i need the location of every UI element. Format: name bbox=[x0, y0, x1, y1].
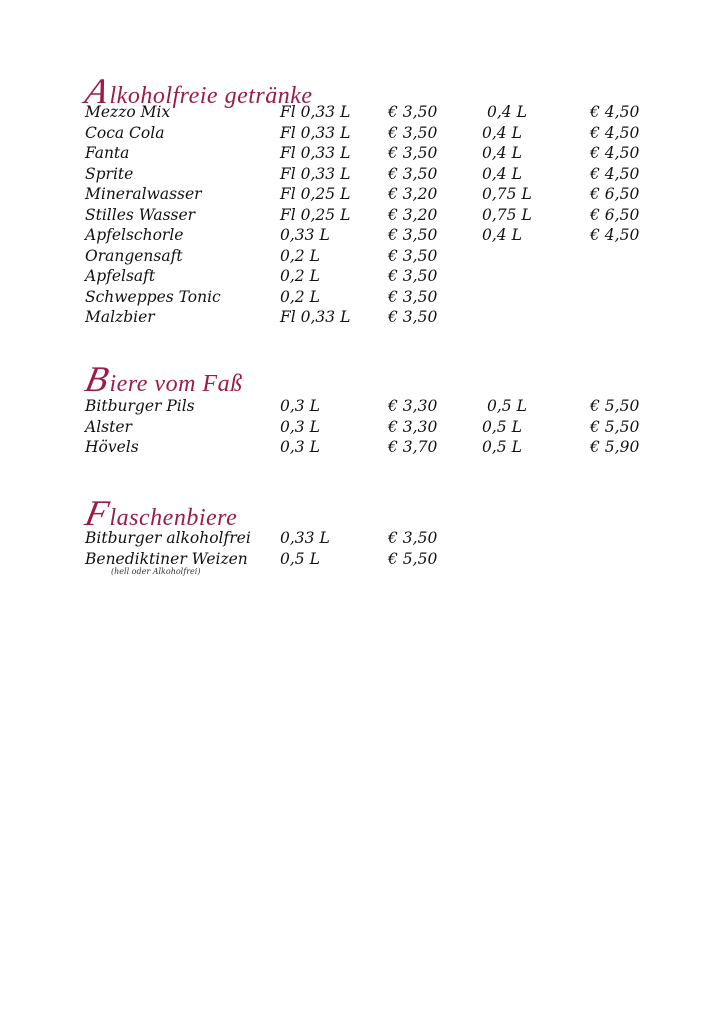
item-name: Mineralwasser bbox=[85, 185, 202, 203]
item-name: Mezzo Mix bbox=[85, 103, 171, 121]
menu-row bbox=[85, 225, 655, 246]
heading-rest: lkoholfreie getränke bbox=[109, 82, 313, 109]
item-volume-small: 0,2 L bbox=[280, 246, 320, 265]
item-volume-large: 0,5 L bbox=[487, 397, 527, 415]
menu-row bbox=[85, 143, 655, 164]
item-price-small: € 3,50 bbox=[388, 164, 438, 183]
item-price-small: € 3,50 bbox=[388, 226, 438, 244]
item-name: Apfelschorle bbox=[85, 226, 184, 244]
menu-row bbox=[85, 205, 655, 226]
item-name: Coca Cola bbox=[85, 123, 165, 142]
menu-row bbox=[85, 307, 655, 328]
item-volume-large: 0,4 L bbox=[482, 144, 522, 162]
item-price-small: € 3,20 bbox=[388, 185, 438, 203]
menu-table-alkoholfrei bbox=[85, 102, 655, 328]
item-price-small: € 3,50 bbox=[388, 308, 438, 326]
item-price-large: € 6,50 bbox=[590, 185, 640, 203]
item-volume-small: Fl 0,33 L bbox=[280, 308, 351, 326]
item-name: Orangensaft bbox=[85, 246, 183, 265]
item-price-large: € 5,50 bbox=[590, 397, 640, 415]
item-name: Stilles Wasser bbox=[85, 205, 196, 224]
item-name: Benediktiner Weizen bbox=[85, 549, 248, 568]
menu-row bbox=[85, 184, 655, 205]
item-name: Apfelsaft bbox=[85, 267, 156, 285]
item-volume-small: 0,33 L bbox=[280, 226, 330, 244]
item-volume-small: Fl 0,25 L bbox=[280, 205, 351, 224]
item-price-small: € 3,70 bbox=[388, 438, 438, 456]
item-volume-large: 0,75 L bbox=[482, 205, 532, 224]
item-volume-small: 0,3 L bbox=[280, 397, 320, 415]
item-volume-large: 0,5 L bbox=[482, 417, 522, 436]
item-price-large: € 4,50 bbox=[590, 226, 640, 244]
item-volume-small: 0,2 L bbox=[280, 287, 320, 306]
item-name: Sprite bbox=[85, 164, 134, 183]
item-volume-small: 0,3 L bbox=[280, 417, 320, 436]
item-volume: 0,33 L bbox=[280, 529, 330, 547]
item-price-large: € 4,50 bbox=[590, 164, 640, 183]
menu-row bbox=[85, 266, 655, 287]
item-volume-small: Fl 0,33 L bbox=[280, 144, 351, 162]
menu-row bbox=[85, 164, 655, 185]
item-price: € 5,50 bbox=[388, 549, 438, 568]
menu-row bbox=[85, 417, 655, 438]
item-name: Bitburger Pils bbox=[85, 397, 195, 415]
item-price-small: € 3,50 bbox=[388, 267, 438, 285]
item-name: Alster bbox=[85, 417, 132, 436]
item-volume-small: Fl 0,25 L bbox=[280, 185, 351, 203]
item-price-small: € 3,30 bbox=[388, 397, 438, 415]
item-price-large: € 5,50 bbox=[590, 417, 640, 436]
item-price-small: € 3,50 bbox=[388, 287, 438, 306]
item-volume-large: 0,4 L bbox=[482, 123, 522, 142]
menu-table-flasche bbox=[85, 528, 655, 569]
menu-table-fass bbox=[85, 396, 655, 458]
item-price: € 3,50 bbox=[388, 529, 438, 547]
item-note: (hell oder Alkoholfrei) bbox=[111, 567, 201, 576]
item-volume-large: 0,5 L bbox=[482, 438, 522, 456]
heading-rest: laschenbiere bbox=[109, 504, 238, 531]
item-volume-small: Fl 0,33 L bbox=[280, 164, 351, 183]
menu-row bbox=[85, 287, 655, 308]
item-volume-small: Fl 0,33 L bbox=[280, 123, 351, 142]
menu-row bbox=[85, 437, 655, 458]
item-name: Schweppes Tonic bbox=[85, 287, 221, 306]
item-volume-large: 0,4 L bbox=[487, 103, 527, 121]
item-price-small: € 3,30 bbox=[388, 417, 438, 436]
item-price-large: € 5,90 bbox=[590, 438, 640, 456]
item-volume-large: 0,75 L bbox=[482, 185, 532, 203]
item-price-large: € 6,50 bbox=[590, 205, 640, 224]
heading-initial: A bbox=[81, 70, 113, 111]
menu-row bbox=[85, 528, 655, 549]
heading-rest: iere vom Faß bbox=[109, 370, 243, 397]
item-volume-large: 0,4 L bbox=[482, 164, 522, 183]
item-name: Bitburger alkoholfrei bbox=[85, 529, 251, 547]
item-price-small: € 3,50 bbox=[388, 246, 438, 265]
item-price-large: € 4,50 bbox=[590, 144, 640, 162]
item-price-large: € 4,50 bbox=[590, 103, 640, 121]
item-volume: 0,5 L bbox=[280, 549, 320, 568]
item-price-small: € 3,50 bbox=[388, 103, 438, 121]
item-volume-small: Fl 0,33 L bbox=[280, 103, 351, 121]
menu-row bbox=[85, 123, 655, 144]
item-volume-large: 0,4 L bbox=[482, 226, 522, 244]
item-volume-small: 0,2 L bbox=[280, 267, 320, 285]
item-price-large: € 4,50 bbox=[590, 123, 640, 142]
section-heading-fass bbox=[81, 358, 243, 400]
item-name: Malzbier bbox=[85, 308, 155, 326]
item-price-small: € 3,50 bbox=[388, 144, 438, 162]
menu-row bbox=[85, 102, 655, 123]
heading-initial: F bbox=[81, 492, 113, 533]
item-price-small: € 3,50 bbox=[388, 123, 438, 142]
menu-row bbox=[85, 246, 655, 267]
item-name: Fanta bbox=[85, 144, 130, 162]
menu-row bbox=[85, 396, 655, 417]
item-volume-small: 0,3 L bbox=[280, 438, 320, 456]
heading-initial: B bbox=[81, 358, 113, 399]
item-name: Hövels bbox=[85, 438, 139, 456]
menu-row bbox=[85, 549, 655, 570]
item-price-small: € 3,20 bbox=[388, 205, 438, 224]
